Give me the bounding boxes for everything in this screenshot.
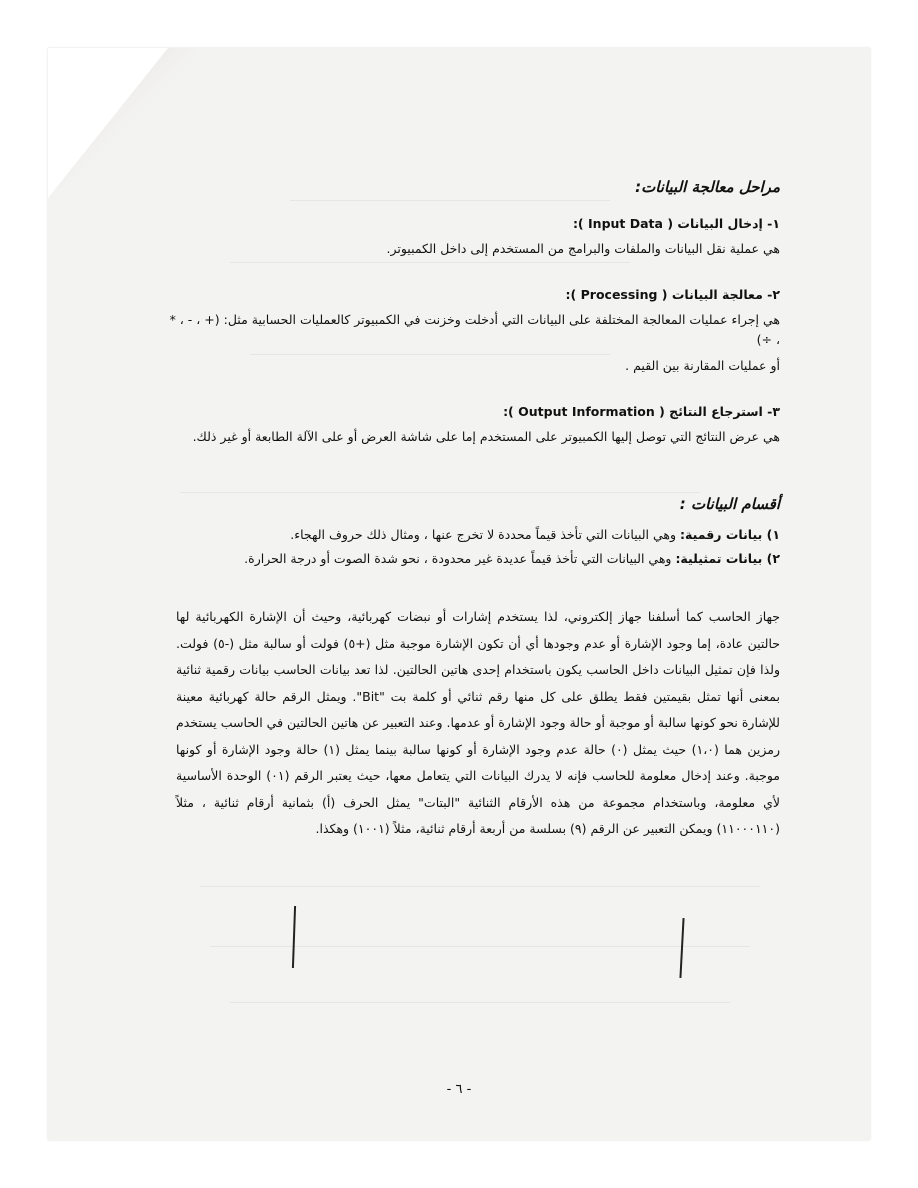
section-heading: ١- إدخال البيانات ( Input Data ): [572, 216, 780, 231]
category-item [168, 527, 780, 542]
section-processing [168, 287, 780, 376]
section-input [168, 216, 780, 259]
category-item [168, 551, 780, 566]
folded-corner [48, 48, 168, 198]
show-through-line [210, 946, 750, 947]
category-text: وهي البيانات التي تأخذ قيماً محددة لا تخرج عنها ، ومثال ذلك حروف الهجاء. [290, 527, 677, 542]
show-through-line [200, 886, 760, 887]
section-text: هي إجراء عمليات المعالجة المختلفة على البيانات التي أدخلت وخزنت في الكمبيوتر كالعمليات الحسابية مثل: (+ ، - ، * ، ÷) [169, 312, 780, 347]
category-label: ٢) بيانات تمثيلية: [675, 551, 780, 566]
section-output [168, 404, 780, 447]
section-heading: ٣- استرجاع النتائج ( Output Information ): [503, 404, 780, 419]
page-number: - ٦ - [446, 1082, 472, 1097]
section-text: أو عمليات المقارنة بين القيم . [625, 358, 780, 373]
show-through-line [230, 1002, 730, 1003]
body-paragraph: جهاز الحاسب كما أسلفنا جهاز إلكتروني، لذا يستخدم إشارات أو نبضات كهربائية، وحيث أن الإشارة الكهربائية لها حالتين عادة، إما وجود الإشارة أو عدم وجودها أي أن تكون الإشارة موجبة مثل (+٥) فولت أو سالبة مثل (-٥) فولت. ولذا فإن تمثيل البيانات داخل الحاسب يكون باستخدام إحدى هاتين الحالتين. لذا تعد بيانات الحاسب بيانات رقمية ثنائية بمعنى أنها تمثل بقيمتين فقط يطلق على كل منها رقم ثنائي أو كلمة بت "Bit". ويمثل الرقم حالة كهربائية معينة للإشارة نحو كونها سالبة أو موجبة أو حالة وجود الإشارة أو عدمها. وعند التعبير عن هاتين الحالتين في الحاسب يستخدم رمزين هما (١،٠) حيث يمثل (٠) حالة عدم وجود الإشارة أو كونها سالبة بينما يمثل (١) حالة وجود الإشارة أو كونها موجبة. وعند إدخال معلومة للحاسب فإنه لا يدرك البيانات التي يتعامل معها، حيث يعتبر الرقم (٠١) الوحدة الأساسية لأي معلومة، وباستخدام مجموعة من هذه الأرقام الثنائية "البتات" يمثل الحرف (أ) بثمانية أرقام ثنائية ، مثلاً (١١٠٠٠١١٠) ويمكن التعبير عن الرقم (٩) بسلسة من أربعة أرقام ثنائية، مثلاً (١٠٠١) وهكذا. [176, 609, 780, 836]
section-text: هي عرض النتائج التي توصل إليها الكمبيوتر على المستخدم إما على شاشة العرض أو على الآلة الطابعة أو غير ذلك. [192, 429, 780, 444]
category-label: ١) بيانات رقمية: [680, 527, 780, 542]
section-heading: ٢- معالجة البيانات ( Processing ): [565, 287, 780, 302]
page-title: مراحل معالجة البيانات: [635, 178, 780, 196]
categories-heading: أقسام البيانات : [679, 495, 780, 513]
document-body [168, 178, 780, 843]
section-text: هي عملية نقل البيانات والملفات والبرامج من المستخدم إلى داخل الكمبيوتر. [386, 241, 780, 256]
category-text: وهي البيانات التي تأخذ قيماً عديدة غير محدودة ، نحو شدة الصوت أو درجة الحرارة. [244, 551, 672, 566]
